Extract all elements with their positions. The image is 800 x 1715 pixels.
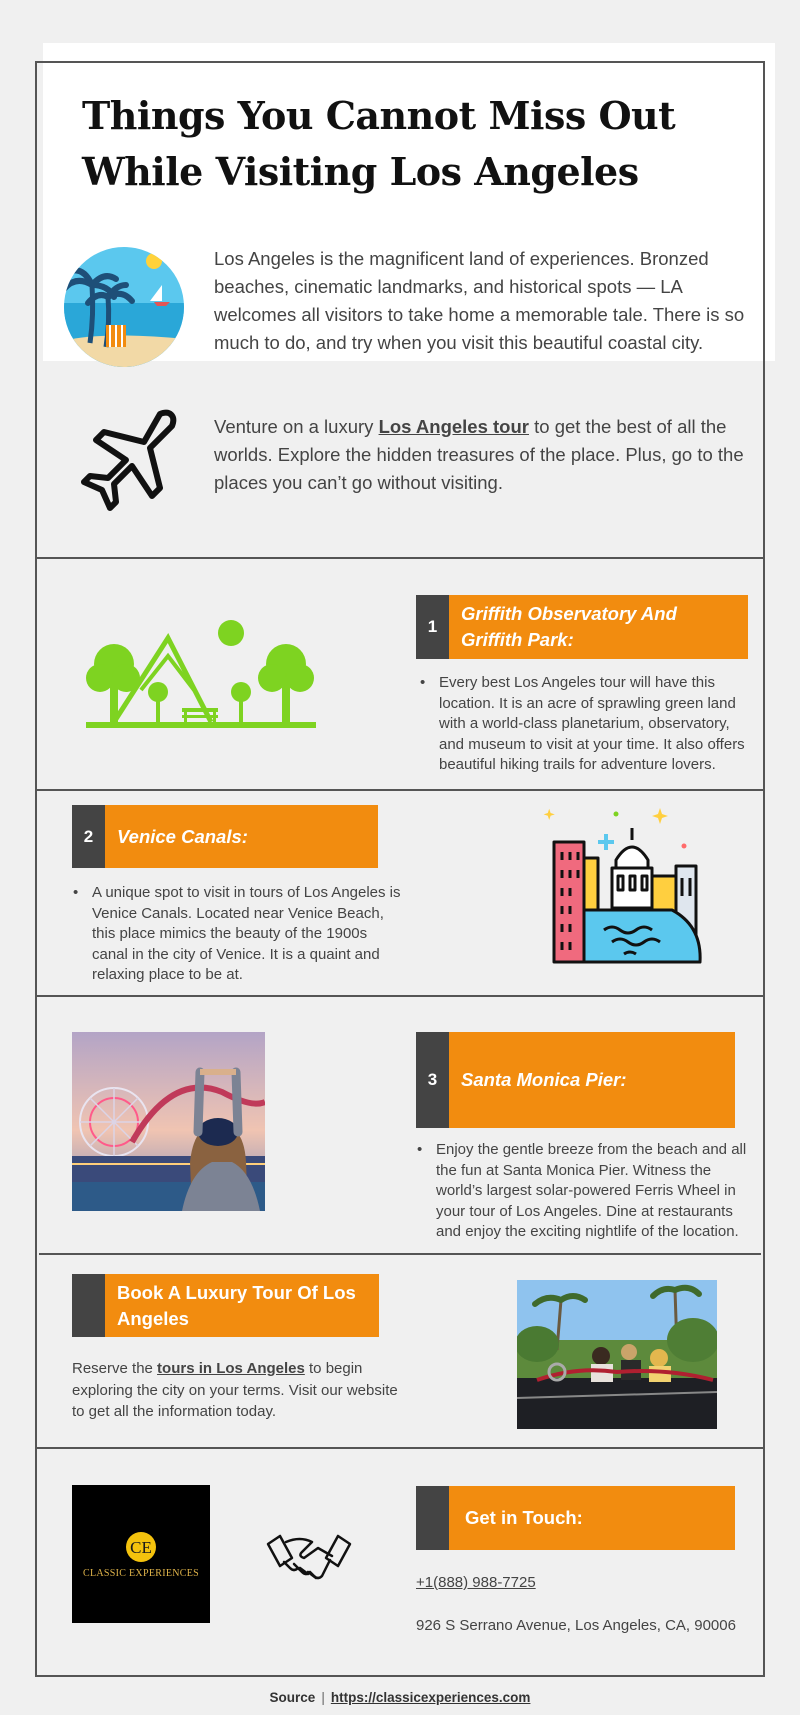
book-tour-heading (72, 1274, 379, 1337)
contact-title: Get in Touch: (449, 1486, 735, 1550)
book-tour-text: Reserve the tours in Los Angeles to begin exploring the city on your terms. Visit our website to get all the information today. (72, 1360, 398, 1420)
section-title: Griffith Observatory And Griffith Park: (449, 595, 748, 659)
tour-car-photo (517, 1280, 717, 1429)
svg-text:CE: CE (130, 1538, 152, 1557)
section-title: Venice Canals: (105, 805, 378, 868)
section-3-text: • Enjoy the gentle breeze from the beach and all the fun at Santa Monica Pier. Witness the world’s largest solar-powered Ferris Wheel in your tour of Los Angeles. Dine at restaurants and enjoy the exciting nightlife of the location. (417, 1141, 747, 1240)
tours-in-los-angeles-link[interactable]: tours in Los Angeles (157, 1360, 305, 1377)
divider (35, 557, 765, 559)
venice-city-icon (540, 806, 706, 968)
park-icon (86, 620, 316, 730)
svg-text:CLASSIC EXPERIENCES: CLASSIC EXPERIENCES (83, 1568, 199, 1579)
source-separator: | (321, 1690, 325, 1705)
section-title: Santa Monica Pier: (449, 1032, 735, 1128)
divider (39, 1253, 761, 1255)
phone-number[interactable]: +1(888) 988-7725 (416, 1574, 536, 1591)
company-logo (72, 1485, 210, 1623)
contact-heading (416, 1486, 735, 1550)
divider (35, 789, 765, 791)
source-label: Source (269, 1690, 316, 1705)
section-number: 1 (416, 595, 449, 659)
intro-paragraph: Los Angeles is the magnificent land of experiences. Bronzed beaches, cinematic landmarks, and historical spots — LA welcomes all visitors to take home a memorable tale. There is so much to do, and try when you visit this beautiful coastal city. (214, 248, 745, 353)
section-2-text: • A unique spot to visit in tours of Los Angeles is Venice Canals. Located near Venice Beach, this place mimics the beauty of the 1900s canal in the city of Venice. It is a quaint and relaxing place to be at. (73, 884, 401, 983)
beach-icon (62, 245, 186, 369)
airplane-icon (68, 404, 182, 518)
source-link[interactable]: https://classicexperiences.com (330, 1690, 531, 1705)
source-line (0, 1690, 800, 1705)
section-number: 2 (72, 805, 105, 868)
section-2-heading (72, 805, 378, 868)
santa-monica-photo (72, 1032, 265, 1211)
handshake-icon (266, 1530, 352, 1586)
divider (35, 1447, 765, 1449)
divider (35, 995, 765, 997)
page-title: Things You Cannot Miss Out While Visiting Los Angeles (82, 93, 676, 194)
address: 926 S Serrano Avenue, Los Angeles, CA, 90006 (416, 1617, 736, 1634)
tour-paragraph: Venture on a luxury Los Angeles tour to get the best of all the worlds. Explore the hidden treasures of the place. Plus, go to the places you can’t go without visiting. (214, 416, 744, 493)
los-angeles-tour-link[interactable]: Los Angeles tour (378, 416, 529, 437)
book-tour-title: Book A Luxury Tour Of Los Angeles (105, 1274, 379, 1337)
section-3-heading (416, 1032, 735, 1128)
section-1-text: • Every best Los Angeles tour will have this location. It is an acre of sprawling green land with a world-class planetarium, observatory, and museum to visit at your time. It also offers beautiful hiking trails for adventure lovers. (420, 674, 745, 773)
section-1-heading (416, 595, 748, 659)
section-number: 3 (416, 1032, 449, 1128)
